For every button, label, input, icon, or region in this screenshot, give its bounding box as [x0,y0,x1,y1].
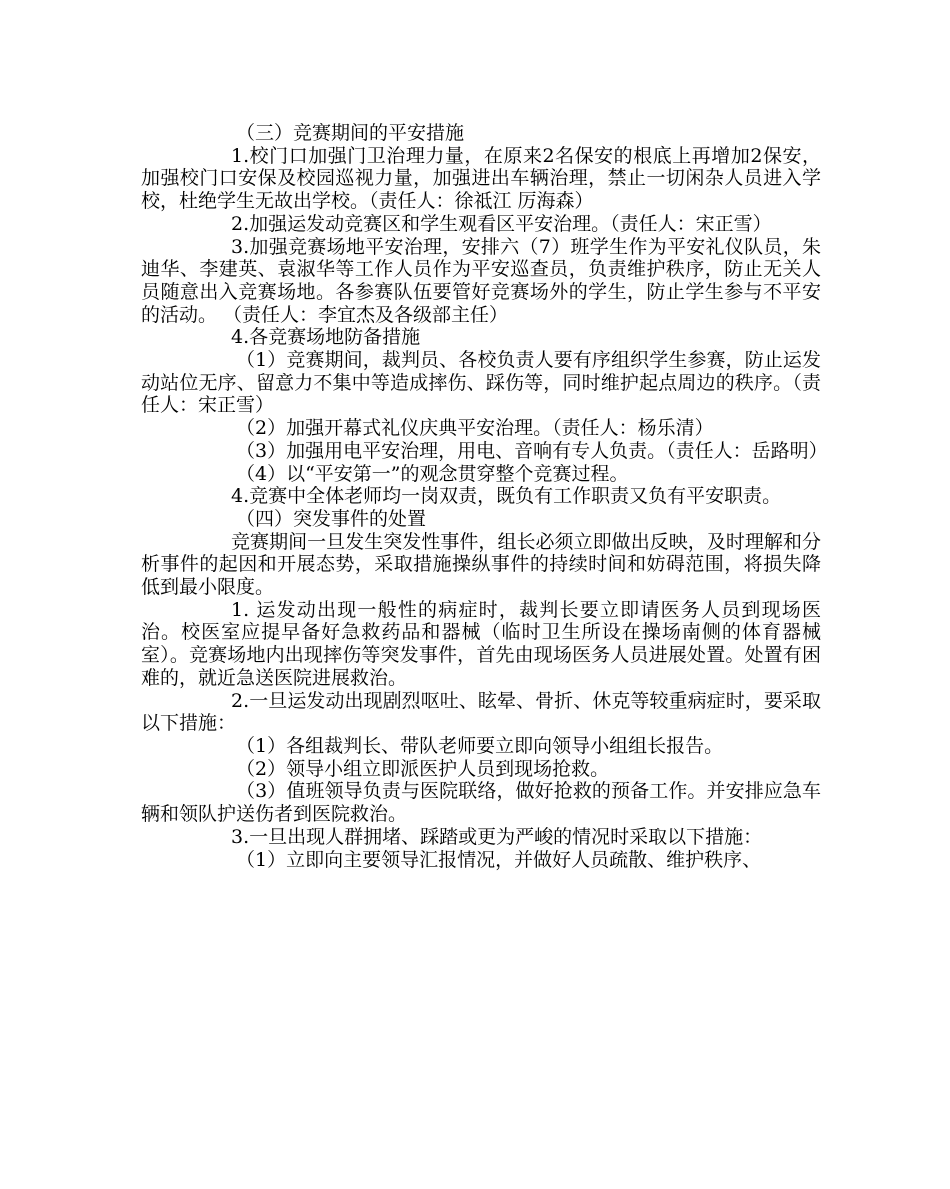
list-item: （3）值班领导负责与医院联络，做好抢救的预备工作。并安排应急车辆和领队护送伤者到医院救治。 [141,780,821,826]
paragraph: 3.加强竞赛场地平安治理，安排六（7）班学生作为平安礼仪队员，朱迪华、李建英、袁淑华等工作人员作为平安巡查员，负责维护秩序，防止无关人员随意出入竞赛场地。各参赛队伍要管好竞赛场外的学生，防止学生参与不平安的活动。 （责任人：李宜杰及各级部主任） [141,235,821,326]
paragraph: 2.加强运发动竞赛区和学生观看区平安治理。（责任人：宋正雪） [231,212,772,235]
list-item: （4）以“平安第一”的观念贯穿整个竞赛过程。 [236,462,629,485]
paragraph: 1.校门口加强门卫治理力量，在原来2名保安的根底上再增加2保安，加强校门口安保及校园巡视力量，加强进出车辆治理，禁止一切闲杂人员进入学校，杜绝学生无故出学校。（责任人：徐祗江 厉海森） [141,144,821,213]
paragraph: 4.各竞赛场地防备措施 [231,326,421,349]
list-item: （3）加强用电平安治理，用电、音响有专人负责。（责任人：岳路明） [236,439,828,462]
paragraph: 2.一旦运发动出现剧烈呕吐、眩晕、骨折、休克等较重病症时，要采取以下措施： [141,689,821,735]
list-item: （2）加强开幕式礼仪庆典平安治理。（责任人：杨乐清） [236,417,714,440]
list-item: （1）立即向主要领导汇报情况，并做好人员疏散、维护秩序、 [236,848,762,871]
document-page [141,122,828,871]
paragraph: 竞赛期间一旦发生突发性事件，组长必须立即做出反映，及时理解和分析事件的起因和开展态势，采取措施操纵事件的持续时间和妨碍范围，将损失降低到最小限度。 [141,530,821,599]
list-item: （2）领导小组立即派医护人员到现场抢救。 [236,757,610,780]
paragraph: 3.一旦出现人群拥堵、踩踏或更为严峻的情况时采取以下措施： [231,825,763,848]
section-heading-three: （三）竞赛期间的平安措施 [236,122,465,144]
section-heading-four: （四）突发事件的处置 [236,507,427,530]
paragraph: 1. 运发动出现一般性的病症时，裁判长要立即请医务人员到现场医治。校医室应提早备好急救药品和器械（临时卫生所设在操场南侧的体育器械室）。竞赛场地内出现摔伤等突发事件，首先由现场医务人员进展处置。处置有困难的，就近急送医院进展救治。 [141,598,821,689]
list-item: （1）竞赛期间，裁判员、各校负责人要有序组织学生参赛，防止运发动站位无序、留意力不集中等造成摔伤、踩伤等，同时维护起点周边的秩序。（责任人：宋正雪） [141,349,821,417]
paragraph: 4.竞赛中全体老师均一岗双责，既负有工作职责又负有平安职责。 [231,485,782,508]
list-item: （1）各组裁判长、带队老师要立即向领导小组组长报告。 [236,734,724,757]
